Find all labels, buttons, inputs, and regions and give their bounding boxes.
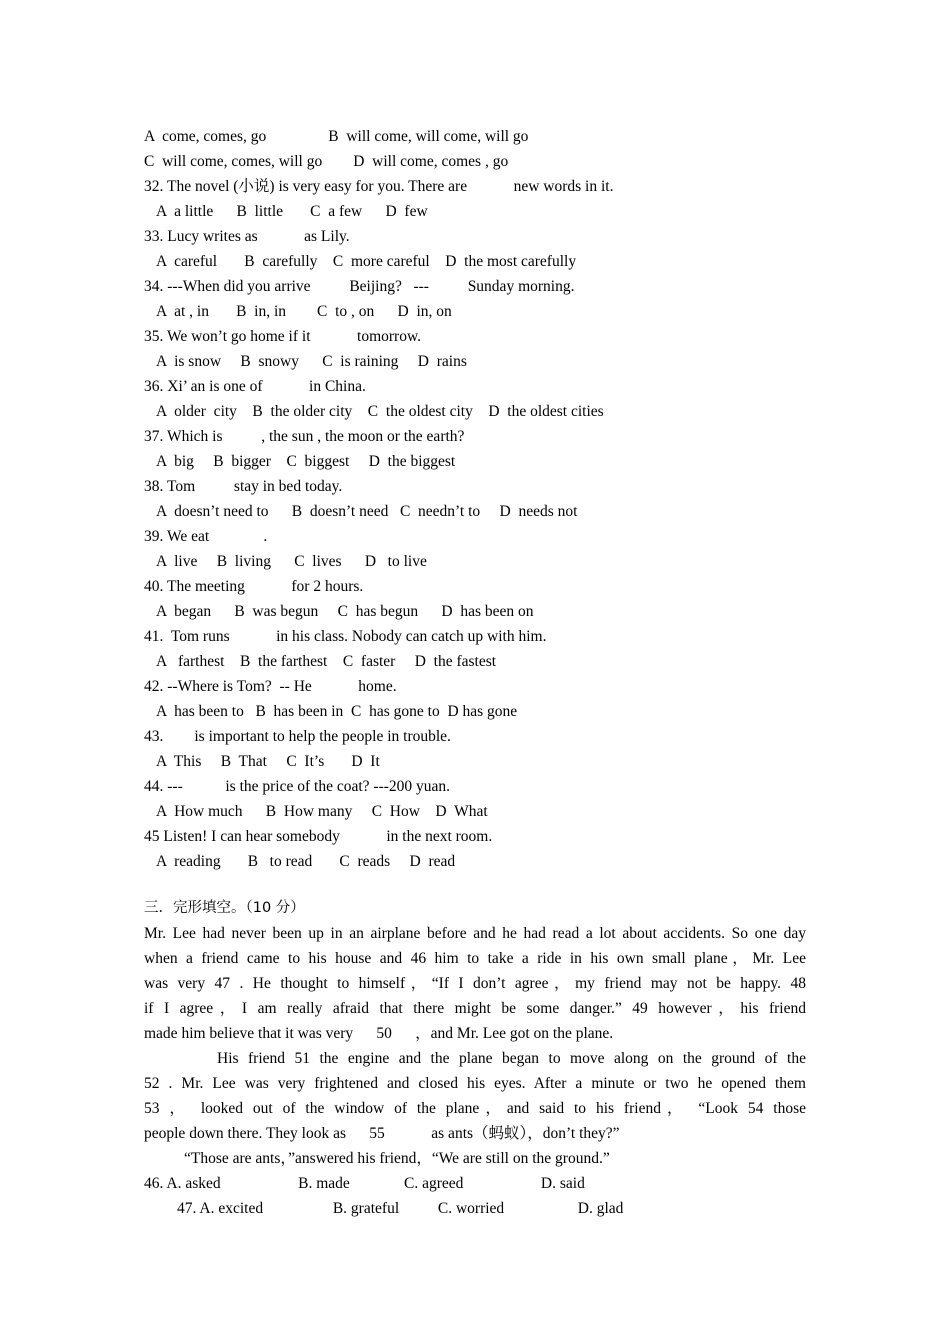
question-37: 37. Which is , the sun , the moon or the earth? [144,428,465,445]
question-36: 36. Xi’ an is one of in China. [144,378,366,395]
passage-line: 53 ， looked out of the window of the plane，and said to his friend， “Look 54 those [144,1100,806,1117]
options-32: A a little B little C a few D few [156,203,428,220]
options-44: A How much B How many C How D What [156,803,488,820]
question-34: 34. ---When did you arrive Beijing? --- Sunday morning. [144,278,575,295]
options-36: A older city B the older city C the oldest city D the oldest cities [156,403,604,420]
question-41: 41. Tom runs in his class. Nobody can catch up with him. [144,628,547,645]
options-line: C will come, comes, will go D will come, comes , go [144,153,509,170]
section-title: 三．完形填空。（10 分） [144,900,305,916]
options-34: A at , in B in, in C to , on D in, on [156,303,452,320]
passage-line: “Those are ants，”answered his friend，“We are still on the ground.” [184,1150,610,1167]
options-35: A is snow B snowy C is raining D rains [156,353,467,370]
passage-line: His friend 51 the engine and the plane began to move along on the ground of the [217,1050,806,1067]
options-42: A has been to B has been in C has gone to D has gone [156,703,518,720]
options-41: A farthest B the farthest C faster D the fastest [156,653,497,670]
question-32: 32. The novel (小说) is very easy for you. There are new words in it. [144,178,614,195]
options-40: A began B was begun C has begun D has been on [156,603,534,620]
answer-options-46: 46. A. asked B. made C. agreed D. said [144,1175,585,1192]
answer-options-47: 47. A. excited B. grateful C. worried D. glad [177,1200,624,1217]
options-line: A come, comes, go B will come, will come, will go [144,128,529,145]
options-45: A reading B to read C reads D read [156,853,456,870]
question-35: 35. We won’t go home if it tomorrow. [144,328,422,345]
options-37: A big B bigger C biggest D the biggest [156,453,456,470]
passage-line: when a friend came to his house and 46 him to take a ride in his own small plane，Mr. Lee [144,950,806,967]
options-43: A This B That C It’s D It [156,753,380,770]
options-39: A live B living C lives D to live [156,553,427,570]
question-40: 40. The meeting for 2 hours. [144,578,364,595]
question-33: 33. Lucy writes as as Lily. [144,228,350,245]
passage-line: Mr. Lee had never been up in an airplane before and he had read a lot about accidents. So one day [144,925,806,942]
options-38: A doesn’t need to B doesn’t need C needn’t to D needs not [156,503,578,520]
question-42: 42. --Where is Tom? -- He home. [144,678,397,695]
options-33: A careful B carefully C more careful D the most carefully [156,253,577,270]
passage-line: was very 47 . He thought to himself，“If I don’t agree，my friend may not be happy. 48 [144,975,806,992]
question-38: 38. Tom stay in bed today. [144,478,343,495]
question-43: 43. is important to help the people in trouble. [144,728,451,745]
question-39: 39. We eat . [144,528,268,545]
passage-line: people down there. They look as 55 as ants（蚂蚁），don’t they?” [144,1125,620,1142]
passage-line: if I agree，I am really afraid that there might be some danger.” 49 however，his friend [144,1000,806,1017]
question-44: 44. --- is the price of the coat? ---200 yuan. [144,778,451,795]
question-45: 45 Listen! I can hear somebody in the next room. [144,828,493,845]
passage-line: made him believe that it was very 50 ，and Mr. Lee got on the plane. [144,1025,614,1042]
passage-line: 52 . Mr. Lee was very frightened and closed his eyes. After a minute or two he opened them [144,1075,806,1092]
